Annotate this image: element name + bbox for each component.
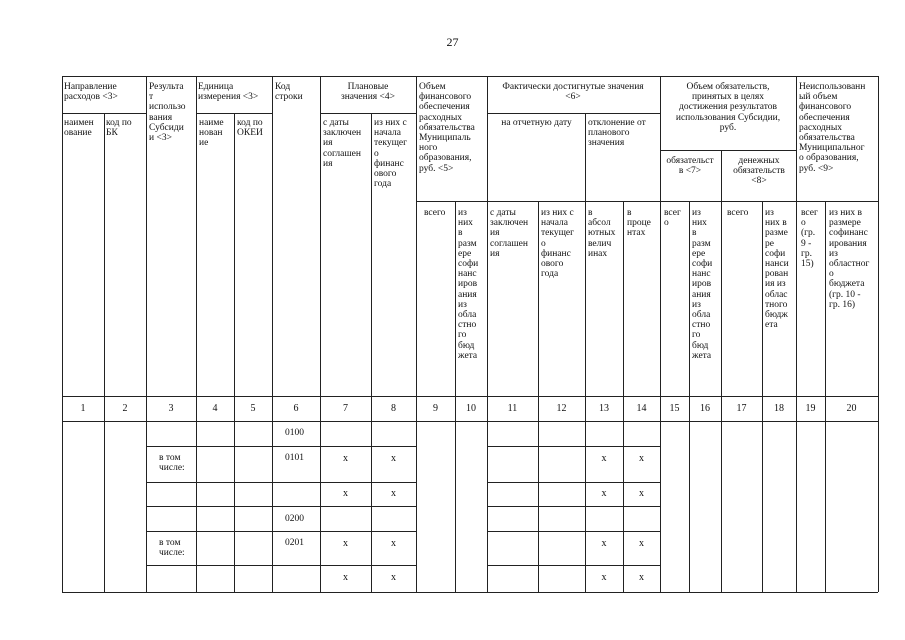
grid-line-h xyxy=(320,113,416,114)
grid-line-h xyxy=(660,201,796,202)
grid-line-h xyxy=(62,76,878,77)
header-unit: Единица измерения <3> xyxy=(198,82,259,103)
row-cell: x xyxy=(343,489,348,499)
column-number: 11 xyxy=(507,404,518,414)
header-actual: Фактически достигнутые значения <6> xyxy=(502,82,644,103)
grid-line-h xyxy=(416,201,487,202)
grid-line-h xyxy=(487,113,660,114)
grid-line-v xyxy=(146,76,147,592)
row-cell: x xyxy=(391,489,396,499)
grid-line-v xyxy=(416,76,417,592)
row-code: 0201 xyxy=(285,538,304,548)
row-cell: x xyxy=(639,573,644,583)
column-number: 12 xyxy=(556,404,567,414)
row-cell: x xyxy=(343,454,348,464)
header-financing-volume: Объем финансового обеспечения расходных обязательства Муниципаль ного образования, руб. <5> xyxy=(419,82,475,174)
header-unit-name: наиме нован ие xyxy=(199,118,224,149)
header-financing-cofin: из них в разм ере софи нанс иров ания из обла стно го бюд жета xyxy=(458,208,479,361)
header-monetary-total: всего xyxy=(727,208,749,218)
row-cell: x xyxy=(343,573,348,583)
row-cell: x xyxy=(601,454,607,464)
header-actual-current-year: из них с начала текущег о финанс ового года xyxy=(541,208,575,280)
header-financing-total: всего xyxy=(424,208,446,218)
row-result: в том числе: xyxy=(159,453,185,474)
column-number: 5 xyxy=(250,404,256,414)
row-cell: x xyxy=(343,539,348,549)
grid-line-v xyxy=(538,201,539,592)
header-obligations: Объем обязательств, принятых в целях достижения результатов использования Субсидии, руб. xyxy=(675,82,781,133)
header-unit-code: код по ОКЕИ xyxy=(237,118,263,139)
header-obligation-cofin: из них в разм ере софи нанс иров ания из обла стно го бюд жета xyxy=(692,208,713,361)
header-deviation-abs: в абсол ютных велич инах xyxy=(588,208,616,259)
grid-line-h xyxy=(487,482,660,483)
header-deviation: отклонение от планового значения xyxy=(588,118,646,149)
column-number: 19 xyxy=(805,404,816,414)
grid-line-v xyxy=(455,201,456,592)
grid-line-v xyxy=(689,201,690,592)
header-planned-agreement: с даты заключен ия соглашен ия xyxy=(323,118,362,169)
row-cell: x xyxy=(601,573,607,583)
grid-line-v xyxy=(878,76,879,592)
column-number: 17 xyxy=(736,404,747,414)
row-cell: x xyxy=(601,539,607,549)
header-deviation-pct: в проце нтах xyxy=(627,208,651,239)
row-cell: x xyxy=(639,454,644,464)
header-planned-current-year: из них с начала текущег о финанс ового года xyxy=(374,118,408,190)
row-cell: x xyxy=(639,539,644,549)
header-unused-total: всег о (гр. 9 - гр. 15) xyxy=(801,208,818,270)
column-number: 9 xyxy=(433,404,438,414)
grid-line-h xyxy=(487,565,660,566)
row-cell: x xyxy=(391,573,396,583)
grid-line-v xyxy=(234,113,235,592)
header-unused-cofin: из них в размере софинанс ирования из областног о бюджета (гр. 10 - гр. 16) xyxy=(829,208,870,310)
grid-line-v xyxy=(272,76,273,592)
row-code: 0200 xyxy=(285,514,304,524)
column-number: 6 xyxy=(293,404,299,414)
grid-line-v xyxy=(762,201,763,592)
header-row-code: Код строки xyxy=(275,82,303,103)
column-number: 14 xyxy=(636,404,647,414)
grid-line-h xyxy=(146,531,416,532)
grid-line-h xyxy=(487,446,660,447)
grid-line-h xyxy=(660,150,796,151)
column-number: 1 xyxy=(80,404,86,414)
column-number: 15 xyxy=(669,404,680,414)
column-number: 4 xyxy=(212,404,218,414)
grid-line-h xyxy=(146,565,416,566)
grid-line-v xyxy=(623,201,624,592)
grid-line-h xyxy=(146,446,416,447)
grid-line-v xyxy=(796,76,797,592)
header-direction-code: код по БК xyxy=(106,118,132,139)
header-direction: Направление расходов <3> xyxy=(64,82,118,103)
row-cell: x xyxy=(639,489,644,499)
header-monetary: денежных обязательств <8> xyxy=(733,156,785,187)
header-actual-agreement: с даты заключен ия соглашен ия xyxy=(490,208,529,259)
row-result: в том числе: xyxy=(159,538,185,559)
header-actual-on-date: на отчетную дату xyxy=(501,118,572,128)
grid-line-v xyxy=(721,150,722,592)
grid-line-h xyxy=(487,201,660,202)
header-planned: Плановые значения <4> xyxy=(340,82,396,103)
grid-line-v xyxy=(487,76,488,592)
column-number: 8 xyxy=(391,404,396,414)
column-number: 3 xyxy=(168,404,174,414)
row-cell: x xyxy=(601,489,607,499)
column-number: 13 xyxy=(599,404,609,414)
grid-line-v xyxy=(104,113,105,592)
header-monetary-cofin: из них в разме ре софи нанси рован ия из облас тного бюдж ета xyxy=(765,208,789,331)
header-direction-name: наимен ование xyxy=(64,118,94,139)
grid-line-v xyxy=(660,76,661,592)
grid-line-h xyxy=(487,531,660,532)
grid-line-h xyxy=(62,421,878,422)
column-number: 2 xyxy=(122,404,128,414)
column-number: 10 xyxy=(466,404,476,414)
grid-line-v xyxy=(196,76,197,592)
row-code: 0101 xyxy=(285,453,304,463)
column-number: 18 xyxy=(774,404,784,414)
header-result: Результа т использо вания Субсиди и <3> xyxy=(149,82,186,144)
page-number: 27 xyxy=(446,35,459,49)
grid-line-v xyxy=(585,113,586,592)
column-number: 16 xyxy=(700,404,710,414)
header-obligation-total: всег о xyxy=(664,208,681,229)
column-number: 7 xyxy=(343,404,348,414)
grid-line-v xyxy=(320,76,321,592)
column-number: 20 xyxy=(846,404,857,414)
row-code: 0100 xyxy=(285,428,304,438)
grid-line-h xyxy=(796,201,878,202)
grid-line-h xyxy=(146,482,416,483)
grid-line-h xyxy=(146,506,416,507)
grid-line-h xyxy=(62,396,878,397)
row-cell: x xyxy=(391,539,396,549)
grid-line-v xyxy=(62,76,63,592)
grid-line-v xyxy=(825,201,826,592)
header-unused: Неиспользованн ый объем финансового обеспечения расходных обязательства Муниципальног о образования, руб. <9> xyxy=(799,82,866,174)
grid-line-h xyxy=(62,592,878,593)
grid-line-v xyxy=(371,113,372,592)
row-cell: x xyxy=(391,454,396,464)
header-obligation: обязательст в <7> xyxy=(666,156,714,177)
grid-line-h xyxy=(487,506,660,507)
